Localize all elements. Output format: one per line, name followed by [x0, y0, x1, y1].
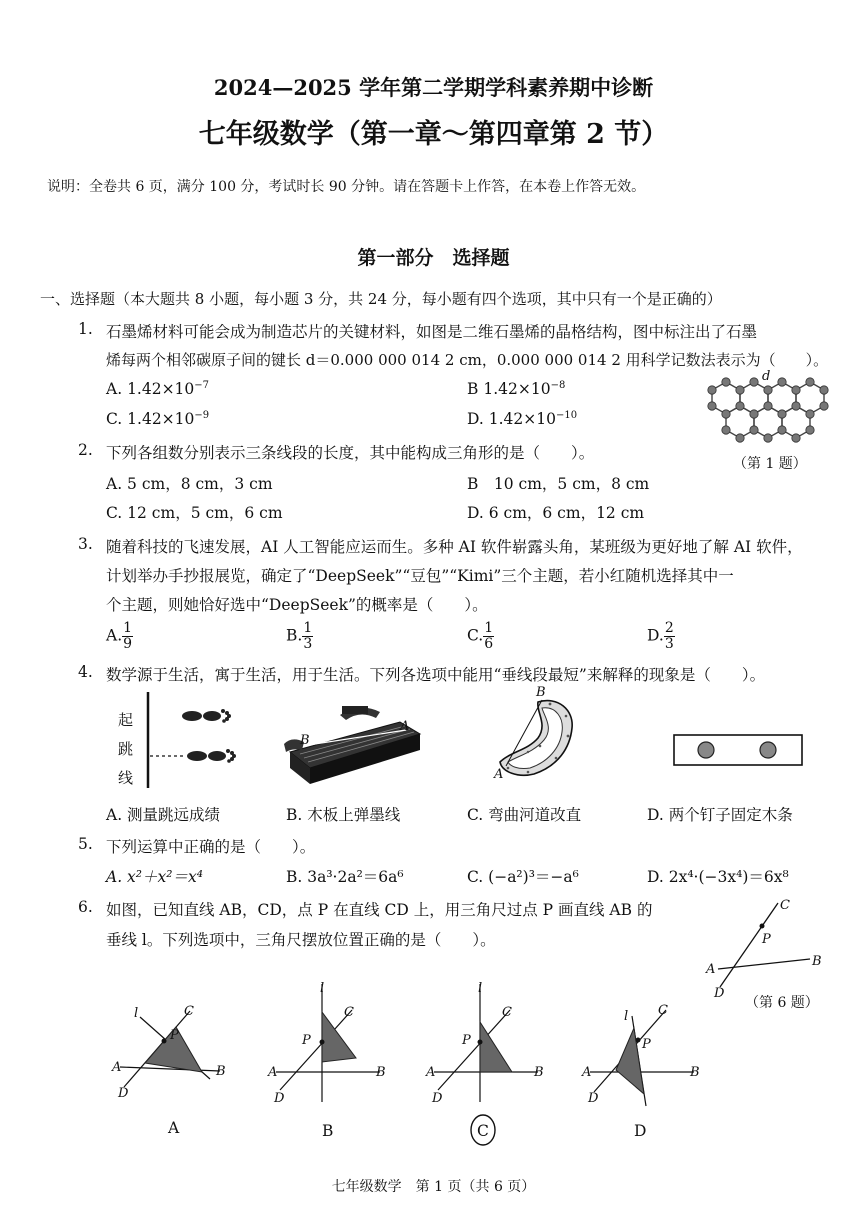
q3-option-c: C. $\frac{1}{6}$ [467, 620, 494, 652]
q5-number: 5. [78, 835, 93, 853]
svg-text:C: C [344, 1005, 354, 1020]
q1-caption: （第 1 题） [733, 456, 807, 472]
svg-text:l: l [478, 981, 483, 996]
svg-text:l: l [624, 1009, 629, 1024]
board-point-a: A [400, 719, 410, 734]
svg-text:B: B [376, 1065, 386, 1080]
svg-text:P: P [302, 1033, 311, 1048]
takeoff-line-label: 起 跳 线 [118, 711, 134, 787]
q4-option-d: D. 两个钉子固定木条 [647, 806, 793, 824]
river-point-b: B [536, 685, 546, 700]
q6-point-b: B [812, 954, 822, 969]
two-nails-figure [672, 733, 804, 767]
q5-option-b: B. 3a³·2a²＝6a⁶ [286, 868, 404, 886]
long-jump-figure [140, 690, 250, 790]
q6-point-c: C [780, 898, 790, 913]
svg-text:B: B [534, 1065, 544, 1080]
q6-line2: 垂线 l。下列选项中，三角尺摆放位置正确的是（ ）。 [106, 931, 496, 949]
q6-option-c-figure [424, 978, 554, 1106]
svg-text:D: D [118, 1086, 129, 1101]
q5-option-a: A. x²＋x²＝x⁴ [106, 868, 203, 886]
q4-number: 4. [78, 663, 93, 681]
q3-line2: 计划举办手抄报展览，确定了“DeepSeek”“豆包”“Kimi”三个主题，若小红随机选择其中一 [106, 567, 734, 585]
q1-option-c: C. $1.42\times 10^{-9}$ [106, 410, 210, 429]
q6-option-d-label: D [634, 1122, 647, 1140]
board-point-b: B [300, 733, 310, 748]
q4-option-b: B. 木板上弹墨线 [286, 806, 401, 824]
q5-option-c: C. (−a²)³＝−a⁶ [467, 868, 579, 886]
svg-text:A: A [268, 1065, 278, 1080]
q1-line1: 石墨烯材料可能会成为制造芯片的关键材料，如图是二维石墨烯的晶格结构，图中标注出了石墨 [106, 323, 758, 341]
q4-option-c: C. 弯曲河道改直 [467, 806, 582, 824]
svg-text:l: l [134, 1006, 139, 1021]
svg-text:D: D [274, 1091, 285, 1106]
q6-lines-figure [700, 895, 830, 1005]
q1-option-a: A. $1.42\times 10^{-7}$ [106, 380, 210, 399]
q6-option-b-label: B [322, 1122, 334, 1140]
svg-text:P: P [170, 1028, 179, 1043]
q6-caption: （第 6 题） [745, 995, 819, 1011]
q1-number: 1. [78, 320, 93, 338]
svg-text:D: D [432, 1091, 443, 1106]
q6-number: 6. [78, 898, 93, 916]
q3-option-d: D. $\frac{2}{3}$ [647, 620, 674, 652]
curved-river-figure [488, 685, 598, 788]
q6-option-a-figure [110, 1005, 240, 1105]
q1-option-d: D. $1.42\times 10^{-10}$ [467, 410, 578, 429]
q3-line1: 随着科技的飞速发展，AI 人工智能应运而生。多种 AI 软件崭露头角，某班级为更好地了解 AI 软件， [106, 538, 803, 556]
exam-title: 2024—2025 学年第二学期学科素养期中诊断 [213, 75, 654, 100]
svg-text:B: B [690, 1065, 700, 1080]
q6-option-a-label: A [168, 1119, 180, 1137]
q2-option-b: B 10 cm，5 cm，8 cm [467, 475, 650, 493]
q6-line1: 如图，已知直线 AB，CD，点 P 在直线 CD 上，用三角尺过点 P 画直线 AB 的 [106, 901, 653, 919]
exam-note: 说明：全卷共 6 页，满分 100 分，考试时长 90 分钟。请在答题卡上作答，在本卷上作答无效。 [47, 179, 646, 195]
graphene-lattice-figure [700, 370, 830, 450]
q6-option-b-figure [266, 978, 396, 1106]
svg-text:P: P [642, 1037, 651, 1052]
svg-text:A: A [112, 1060, 122, 1075]
q6-point-d: D [714, 986, 725, 1001]
page-footer: 七年级数学 第 1 页（共 6 页） [331, 1179, 536, 1195]
exam-subtitle: 七年级数学（第一章～第四章第 2 节） [198, 119, 669, 150]
q1-line2: 烯每两个相邻碳原子间的键长 d＝0.000 000 014 2 cm，0.000 000 014 2 用科学记数法表示为（ ）。 [106, 351, 829, 369]
q3-option-b: B. $\frac{1}{3}$ [286, 620, 313, 652]
q2-text: 下列各组数分别表示三条线段的长度，其中能构成三角形的是（ ）。 [106, 444, 595, 462]
q6-option-d-figure [580, 998, 710, 1108]
q1-option-b: B $1.42\times 10^{-8}$ [467, 380, 566, 399]
part-title: 第一部分 选择题 [357, 247, 510, 269]
q2-option-d: D. 6 cm，6 cm，12 cm [467, 504, 645, 522]
river-point-a: A [494, 767, 504, 782]
svg-text:l: l [320, 981, 325, 996]
q5-option-d: D. 2x⁴·(−3x⁴)＝6x⁸ [647, 868, 789, 886]
q5-text: 下列运算中正确的是（ ）。 [106, 838, 316, 856]
q2-option-c: C. 12 cm，5 cm，6 cm [106, 504, 283, 522]
svg-text:A: A [426, 1065, 436, 1080]
q6-point-p: P [762, 932, 771, 947]
q2-option-a: A. 5 cm，8 cm，3 cm [106, 475, 273, 493]
svg-text:C: C [502, 1005, 512, 1020]
bond-length-label: d [762, 369, 771, 384]
svg-text:P: P [462, 1033, 471, 1048]
q6-option-c-label: C [477, 1122, 489, 1140]
svg-text:C: C [184, 1004, 194, 1019]
q3-option-a: A. $\frac{1}{9}$ [106, 620, 133, 652]
q4-option-a: A. 测量跳远成绩 [106, 806, 221, 824]
q3-number: 3. [78, 535, 93, 553]
q4-text: 数学源于生活，寓于生活，用于生活。下列各选项中能用“垂线段最短”来解释的现象是（ ）。 [106, 666, 766, 684]
svg-text:B: B [216, 1064, 226, 1079]
svg-text:D: D [588, 1091, 599, 1106]
q3-line3: 个主题，则她恰好选中“DeepSeek”的概率是（ ）。 [106, 596, 488, 614]
section-heading: 一、选择题（本大题共 8 小题，每小题 3 分，共 24 分，每小题有四个选项，其中只有一个是正确的） [40, 290, 722, 308]
svg-text:A: A [582, 1065, 592, 1080]
q6-point-a: A [706, 962, 716, 977]
q2-number: 2. [78, 441, 93, 459]
ink-line-board-figure [280, 700, 445, 800]
svg-text:C: C [658, 1003, 668, 1018]
